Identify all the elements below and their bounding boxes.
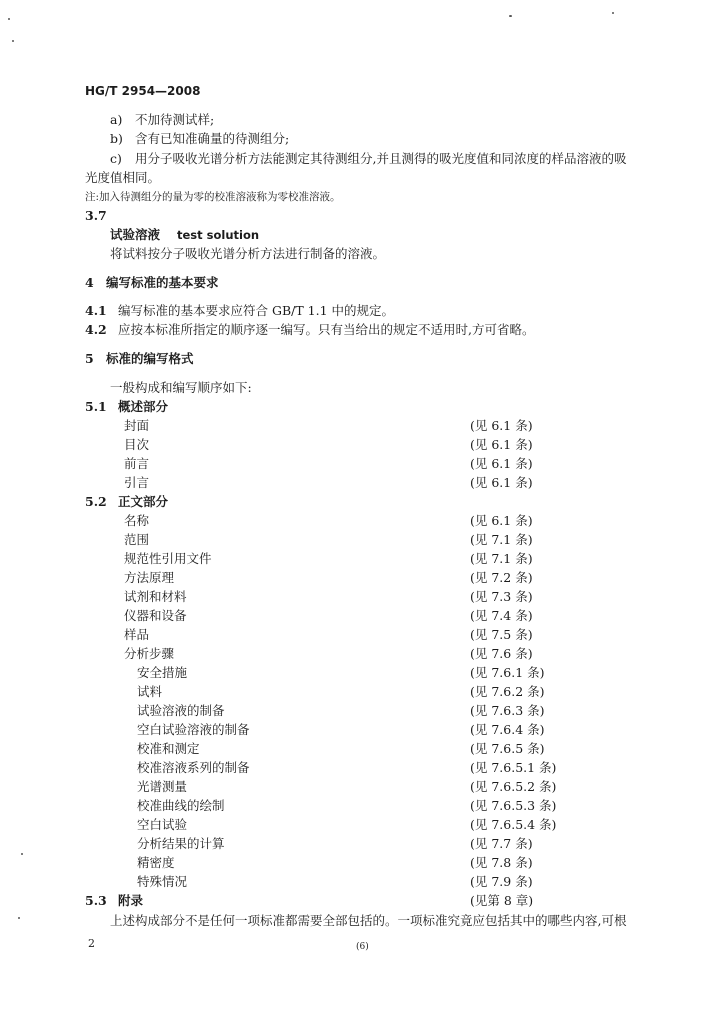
closing-paragraph: 上述构成部分不是任何一项标准都需要全部包括的。一项标准究竟应包括其中的哪些内容,可根 — [110, 913, 627, 928]
outline-item: 封面 — [124, 418, 150, 433]
outline-subitem: 空白试验溶液的制备 — [137, 722, 250, 737]
clause-text: 应按本标准所指定的顺序逐一编写。只有当给出的规定不适用时,方可省略。 — [118, 322, 535, 337]
term-english: test solution — [177, 228, 260, 242]
list-item-text: 含有已知准确量的待测组分; — [135, 131, 290, 146]
list-label: b) — [110, 131, 123, 146]
outline-ref: (见 7.6.5.4 条) — [470, 817, 557, 832]
clause-text: 编写标准的基本要求应符合 GB/T 1.1 中的规定。 — [118, 303, 395, 318]
outline-ref: (见 6.1 条) — [470, 418, 533, 433]
outline-ref: (见 7.1 条) — [470, 532, 533, 547]
scan-speck — [509, 15, 512, 17]
intro-text: 一般构成和编写顺序如下: — [110, 380, 252, 395]
clause-number: 5.1 — [85, 399, 107, 414]
outline-ref: (见 7.3 条) — [470, 589, 533, 604]
section-title: 编写标准的基本要求 — [106, 275, 219, 290]
outline-item: 仪器和设备 — [124, 608, 187, 623]
outline-item: 方法原理 — [124, 570, 175, 585]
section-number: 4 — [85, 275, 94, 290]
clause-title: 附录 — [118, 893, 144, 908]
scan-speck — [21, 853, 23, 855]
outline-ref: (见 7.9 条) — [470, 874, 533, 889]
list-label: c) — [110, 151, 122, 166]
term-definition: 将试料按分子吸收光谱分析方法进行制备的溶液。 — [110, 246, 386, 261]
outline-ref: (见 7.6.1 条) — [470, 665, 545, 680]
clause-number: 5.2 — [85, 494, 107, 509]
outline-subitem: 校准曲线的绘制 — [137, 798, 225, 813]
list-item-text: 不加待测试样; — [135, 112, 215, 127]
outline-ref: (见 7.6.5.3 条) — [470, 798, 557, 813]
outline-ref: (见 7.7 条) — [470, 836, 533, 851]
outline-item: 目次 — [124, 437, 150, 452]
outline-subitem: 光谱测量 — [137, 779, 188, 794]
outline-ref: (见 6.1 条) — [470, 456, 533, 471]
sheet-mark: (6) — [356, 942, 369, 952]
outline-item: 引言 — [124, 475, 150, 490]
scan-speck — [8, 18, 10, 20]
outline-ref: (见 7.6.2 条) — [470, 684, 545, 699]
outline-item: 范围 — [124, 532, 150, 547]
outline-ref: (见 7.5 条) — [470, 627, 533, 642]
outline-ref: (见 7.6.5 条) — [470, 741, 545, 756]
outline-ref: (见 7.8 条) — [470, 855, 533, 870]
term-chinese: 试验溶液 — [110, 227, 161, 242]
outline-ref: (见 7.6 条) — [470, 646, 533, 661]
note: 注:加入待测组分的量为零的校准溶液称为零校准溶液。 — [85, 191, 341, 203]
clause-number: 3.7 — [85, 208, 107, 223]
outline-subitem: 空白试验 — [137, 817, 188, 832]
outline-subitem: 精密度 — [137, 855, 175, 870]
page-number: 2 — [88, 937, 95, 950]
outline-ref: (见 7.2 条) — [470, 570, 533, 585]
outline-subitem: 校准和测定 — [137, 741, 200, 756]
outline-ref: (见 7.4 条) — [470, 608, 533, 623]
list-item-text: 用分子吸收光谱分析方法能测定其待测组分,并且测得的吸光度值和同浓度的样品溶液的吸 — [135, 151, 627, 166]
outline-subitem: 特殊情况 — [137, 874, 188, 889]
paragraph-continuation: 光度值相同。 — [85, 170, 161, 185]
outline-subitem: 试料 — [137, 684, 163, 699]
outline-ref: (见 6.1 条) — [470, 513, 533, 528]
outline-ref: (见第 8 章) — [470, 893, 534, 908]
outline-ref: (见 7.6.5.1 条) — [470, 760, 557, 775]
outline-ref: (见 7.6.5.2 条) — [470, 779, 557, 794]
clause-number: 4.1 — [85, 303, 107, 318]
outline-item: 名称 — [124, 513, 150, 528]
outline-subitem: 安全措施 — [137, 665, 188, 680]
standard-code-header: HG/T 2954—2008 — [85, 84, 201, 98]
outline-ref: (见 6.1 条) — [470, 475, 533, 490]
outline-subitem: 校准溶液系列的制备 — [137, 760, 250, 775]
outline-item: 试剂和材料 — [124, 589, 187, 604]
clause-title: 正文部分 — [118, 494, 169, 509]
outline-ref: (见 6.1 条) — [470, 437, 533, 452]
outline-ref: (见 7.1 条) — [470, 551, 533, 566]
section-title: 标准的编写格式 — [106, 351, 194, 366]
outline-item: 前言 — [124, 456, 150, 471]
scan-speck — [612, 12, 614, 14]
scan-speck — [12, 40, 14, 42]
outline-subitem: 试验溶液的制备 — [137, 703, 225, 718]
outline-item: 分析步骤 — [124, 646, 175, 661]
scan-speck — [18, 917, 20, 919]
list-label: a) — [110, 112, 123, 127]
clause-title: 概述部分 — [118, 399, 169, 414]
outline-item: 规范性引用文件 — [124, 551, 212, 566]
outline-ref: (见 7.6.3 条) — [470, 703, 545, 718]
section-number: 5 — [85, 351, 94, 366]
clause-number: 5.3 — [85, 893, 107, 908]
clause-number: 4.2 — [85, 322, 107, 337]
outline-item: 样品 — [124, 627, 150, 642]
outline-ref: (见 7.6.4 条) — [470, 722, 545, 737]
outline-subitem: 分析结果的计算 — [137, 836, 225, 851]
